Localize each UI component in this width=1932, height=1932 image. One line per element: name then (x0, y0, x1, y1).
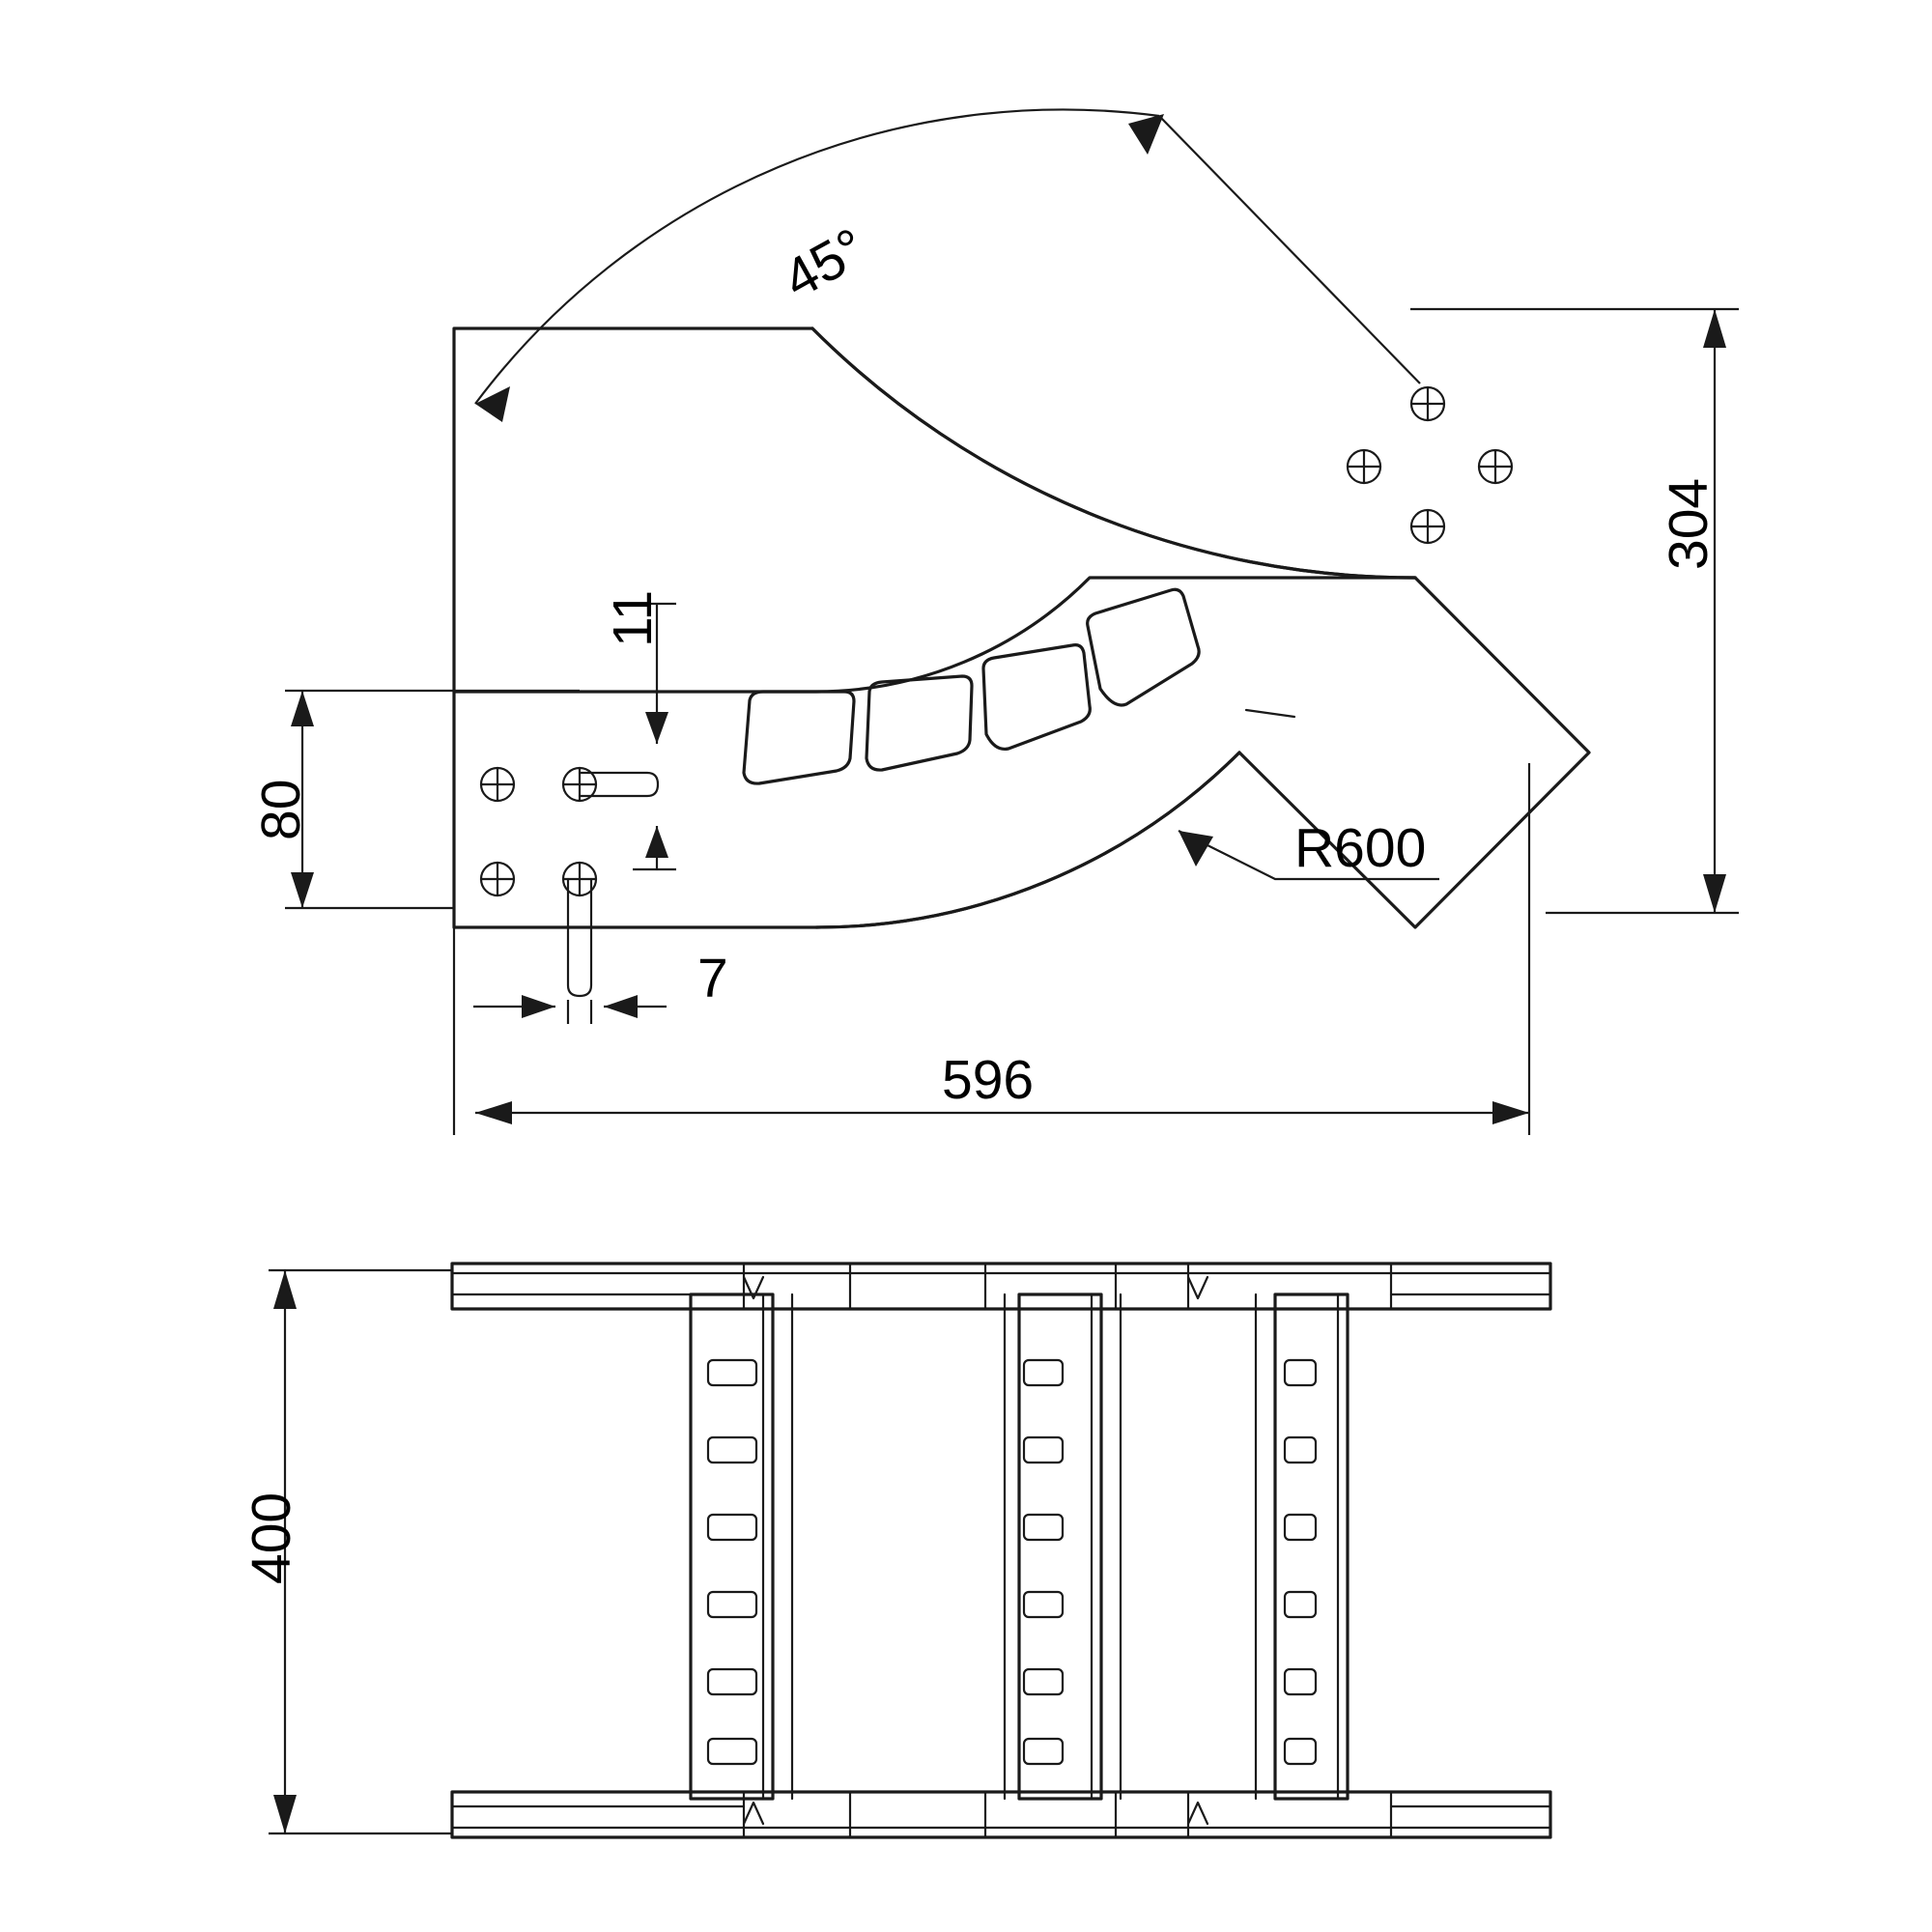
dimension-slot-11: 11 (602, 589, 664, 647)
dimension-slot-7: 7 (697, 948, 728, 1009)
dimension-length-596: 596 (942, 1049, 1035, 1111)
dimension-radius-r600: R600 (1294, 817, 1427, 879)
dimension-angle: 45° (773, 216, 876, 311)
dimension-width-400: 400 (241, 1492, 302, 1584)
dimension-flange-80: 80 (250, 779, 312, 840)
dimension-height-304: 304 (1658, 477, 1719, 570)
